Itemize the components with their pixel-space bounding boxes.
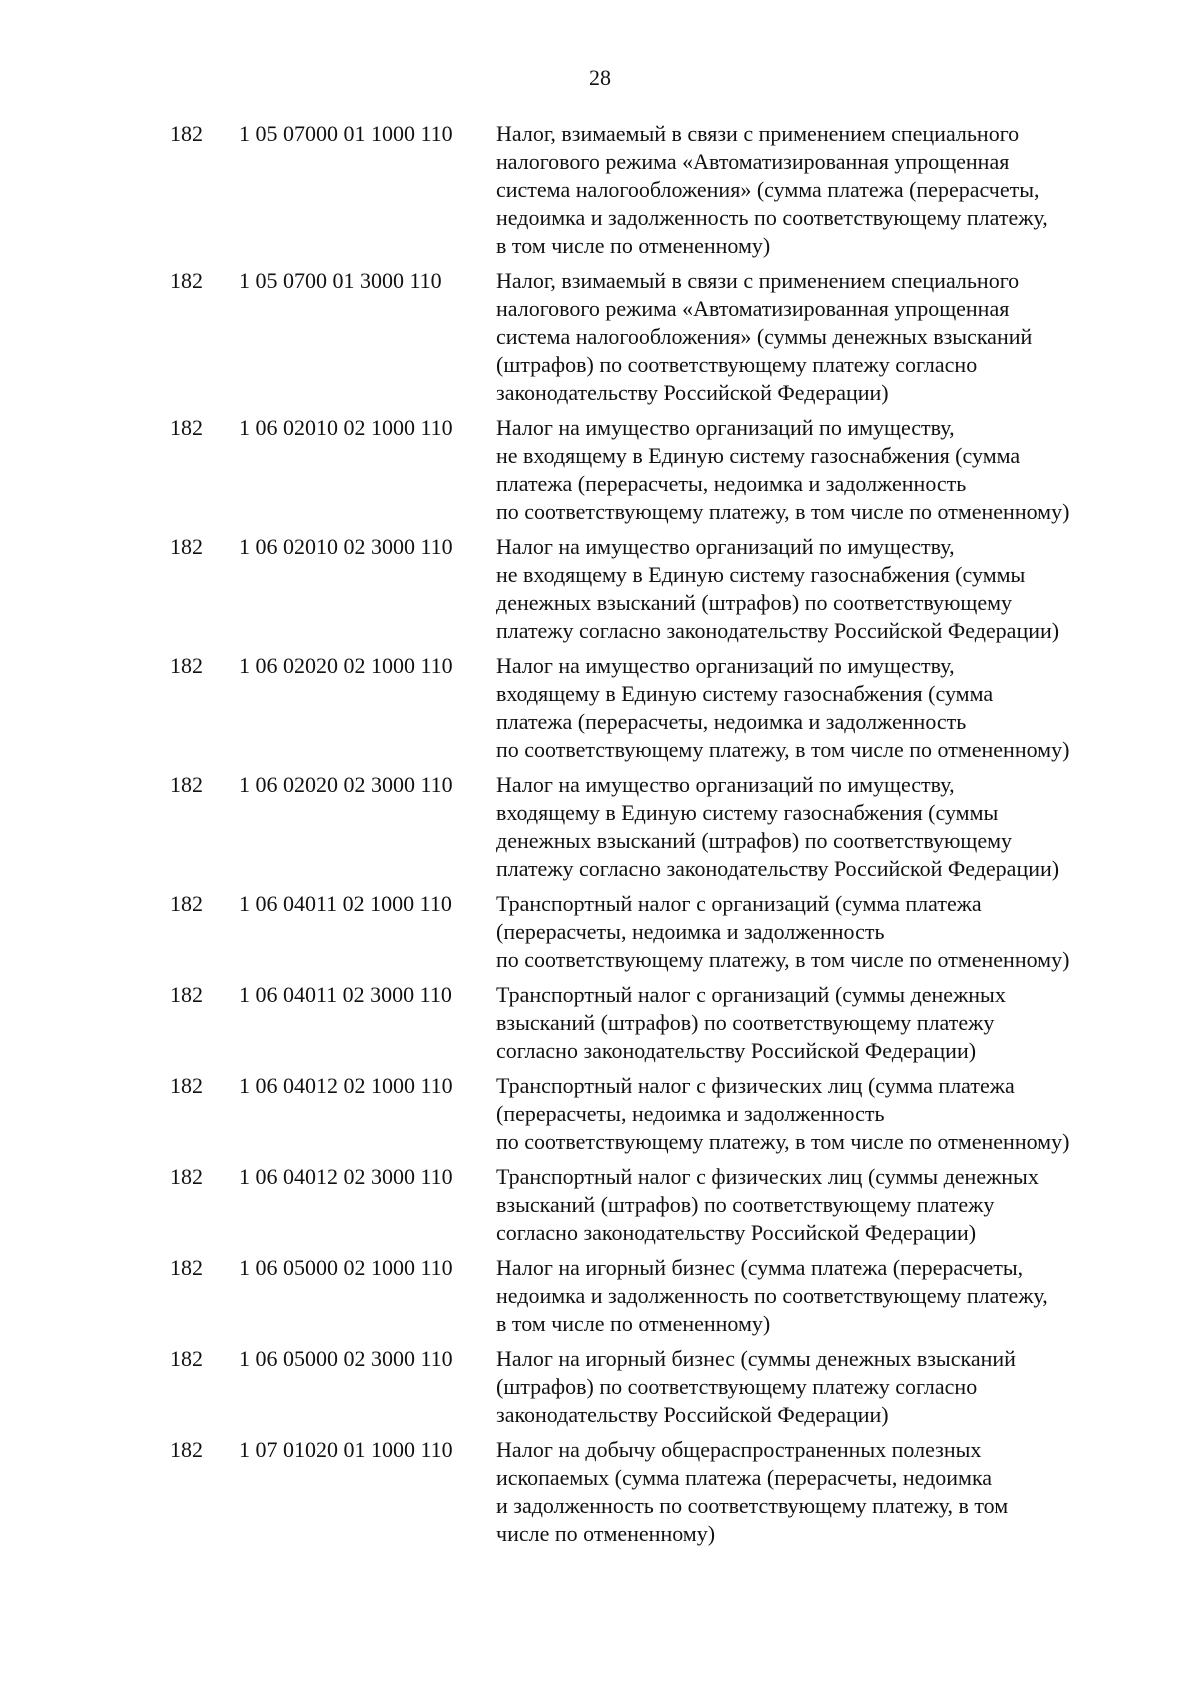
revenue-description (496, 267, 1126, 407)
description-line: взысканий (штрафов) по соответствующему платежу (496, 1192, 995, 1217)
classification-code: 1 06 04012 02 1000 110 (239, 1073, 453, 1098)
classification-code: 1 06 02020 02 3000 110 (239, 772, 453, 797)
description-line: входящему в Единую систему газоснабжения (сумма (496, 681, 994, 706)
description-line: Транспортный налог с организаций (сумма платежа (496, 891, 982, 916)
administrator-code: 182 (170, 121, 203, 146)
revenue-description (496, 120, 1126, 260)
administrator-code: 182 (170, 1164, 203, 1189)
description-line: налогового режима «Автоматизированная упрощенная (496, 149, 1010, 174)
administrator-code: 182 (170, 1437, 203, 1462)
description-line: Налог на имущество организаций по имуществу, (496, 653, 955, 678)
table-row (0, 1072, 1200, 1156)
table-row (0, 1436, 1200, 1548)
revenue-description (496, 1345, 1126, 1429)
description-line: (штрафов) по соответствующему платежу согласно (496, 352, 978, 377)
description-line: система налогообложения» (суммы денежных взысканий (496, 324, 1033, 349)
description-line: по соответствующему платежу, в том числе по отмененному) (496, 737, 1070, 762)
description-line: налогового режима «Автоматизированная упрощенная (496, 296, 1010, 321)
table-row (0, 1254, 1200, 1338)
description-line: недоимка и задолженность по соответствующему платежу, (496, 1283, 1048, 1308)
description-line: платежу согласно законодательству Российской Федерации) (496, 618, 1060, 643)
description-line: и задолженность по соответствующему платежу, в том (496, 1493, 1009, 1518)
administrator-code: 182 (170, 1255, 203, 1280)
revenue-description (496, 1254, 1126, 1338)
administrator-code: 182 (170, 891, 203, 916)
administrator-code: 182 (170, 415, 203, 440)
classification-code: 1 05 0700 01 3000 110 (239, 268, 442, 293)
revenue-description (496, 414, 1126, 526)
description-line: ископаемых (сумма платежа (перерасчеты, недоимка (496, 1465, 993, 1490)
description-line: Налог на имущество организаций по имуществу, (496, 415, 955, 440)
description-line: Транспортный налог с физических лиц (суммы денежных (496, 1164, 1039, 1189)
classification-code: 1 07 01020 01 1000 110 (239, 1437, 453, 1462)
description-line: система налогообложения» (сумма платежа (перерасчеты, (496, 177, 1040, 202)
description-line: взысканий (штрафов) по соответствующему платежу (496, 1010, 995, 1035)
table-row (0, 890, 1200, 974)
revenue-description (496, 771, 1126, 883)
classification-code: 1 06 05000 02 1000 110 (239, 1255, 453, 1280)
revenue-description (496, 890, 1126, 974)
description-line: входящему в Единую систему газоснабжения (суммы (496, 800, 999, 825)
description-line: согласно законодательству Российской Федерации) (496, 1038, 977, 1063)
classification-code: 1 06 02010 02 1000 110 (239, 415, 453, 440)
administrator-code: 182 (170, 772, 203, 797)
description-line: Налог на игорный бизнес (сумма платежа (перерасчеты, (496, 1255, 1024, 1280)
description-line: числе по отмененному) (496, 1521, 716, 1546)
revenue-description (496, 1436, 1126, 1548)
administrator-code: 182 (170, 1346, 203, 1371)
page-number: 28 (589, 65, 611, 90)
revenue-description (496, 533, 1126, 645)
administrator-code: 182 (170, 1073, 203, 1098)
description-line: в том числе по отмененному) (496, 1311, 771, 1336)
description-line: по соответствующему платежу, в том числе по отмененному) (496, 499, 1070, 524)
description-line: Налог на добычу общераспространенных полезных (496, 1437, 982, 1462)
administrator-code: 182 (170, 982, 203, 1007)
description-line: (перерасчеты, недоимка и задолженность (496, 1101, 885, 1126)
description-line: платежа (перерасчеты, недоимка и задолженность (496, 471, 967, 496)
classification-code: 1 06 05000 02 3000 110 (239, 1346, 453, 1371)
description-line: по соответствующему платежу, в том числе по отмененному) (496, 947, 1070, 972)
table-row (0, 533, 1200, 645)
table-row (0, 1345, 1200, 1429)
description-line: Налог на игорный бизнес (суммы денежных взысканий (496, 1346, 1016, 1371)
description-line: недоимка и задолженность по соответствующему платежу, (496, 205, 1048, 230)
table-row (0, 120, 1200, 260)
revenue-description (496, 981, 1126, 1065)
classification-code: 1 06 02020 02 1000 110 (239, 653, 453, 678)
classification-code: 1 06 04011 02 1000 110 (239, 891, 452, 916)
classification-code: 1 06 02010 02 3000 110 (239, 534, 453, 559)
description-line: (перерасчеты, недоимка и задолженность (496, 919, 885, 944)
description-line: Транспортный налог с организаций (суммы денежных (496, 982, 1006, 1007)
table-row (0, 981, 1200, 1065)
description-line: Налог на имущество организаций по имуществу, (496, 534, 955, 559)
description-line: не входящему в Единую систему газоснабжения (суммы (496, 562, 1026, 587)
description-line: (штрафов) по соответствующему платежу согласно (496, 1374, 978, 1399)
description-line: в том числе по отмененному) (496, 233, 771, 258)
table-row (0, 1163, 1200, 1247)
table-row (0, 267, 1200, 407)
classification-code: 1 06 04011 02 3000 110 (239, 982, 452, 1007)
budget-classification-table (0, 120, 1200, 1555)
description-line: платежа (перерасчеты, недоимка и задолженность (496, 709, 967, 734)
description-line: денежных взысканий (штрафов) по соответствующему (496, 828, 1013, 853)
description-line: не входящему в Единую систему газоснабжения (сумма (496, 443, 1021, 468)
table-row (0, 414, 1200, 526)
administrator-code: 182 (170, 268, 203, 293)
administrator-code: 182 (170, 653, 203, 678)
description-line: Налог на имущество организаций по имуществу, (496, 772, 955, 797)
classification-code: 1 06 04012 02 3000 110 (239, 1164, 453, 1189)
description-line: денежных взысканий (штрафов) по соответствующему (496, 590, 1013, 615)
description-line: законодательству Российской Федерации) (496, 1402, 889, 1427)
classification-code: 1 05 07000 01 1000 110 (239, 121, 453, 146)
table-row (0, 771, 1200, 883)
revenue-description (496, 1072, 1126, 1156)
description-line: согласно законодательству Российской Федерации) (496, 1220, 977, 1245)
description-line: Налог, взимаемый в связи с применением специального (496, 268, 1020, 293)
table-row (0, 652, 1200, 764)
description-line: законодательству Российской Федерации) (496, 380, 889, 405)
revenue-description (496, 652, 1126, 764)
description-line: Транспортный налог с физических лиц (сумма платежа (496, 1073, 1015, 1098)
description-line: по соответствующему платежу, в том числе по отмененному) (496, 1129, 1070, 1154)
revenue-description (496, 1163, 1126, 1247)
administrator-code: 182 (170, 534, 203, 559)
description-line: платежу согласно законодательству Российской Федерации) (496, 856, 1060, 881)
description-line: Налог, взимаемый в связи с применением специального (496, 121, 1020, 146)
